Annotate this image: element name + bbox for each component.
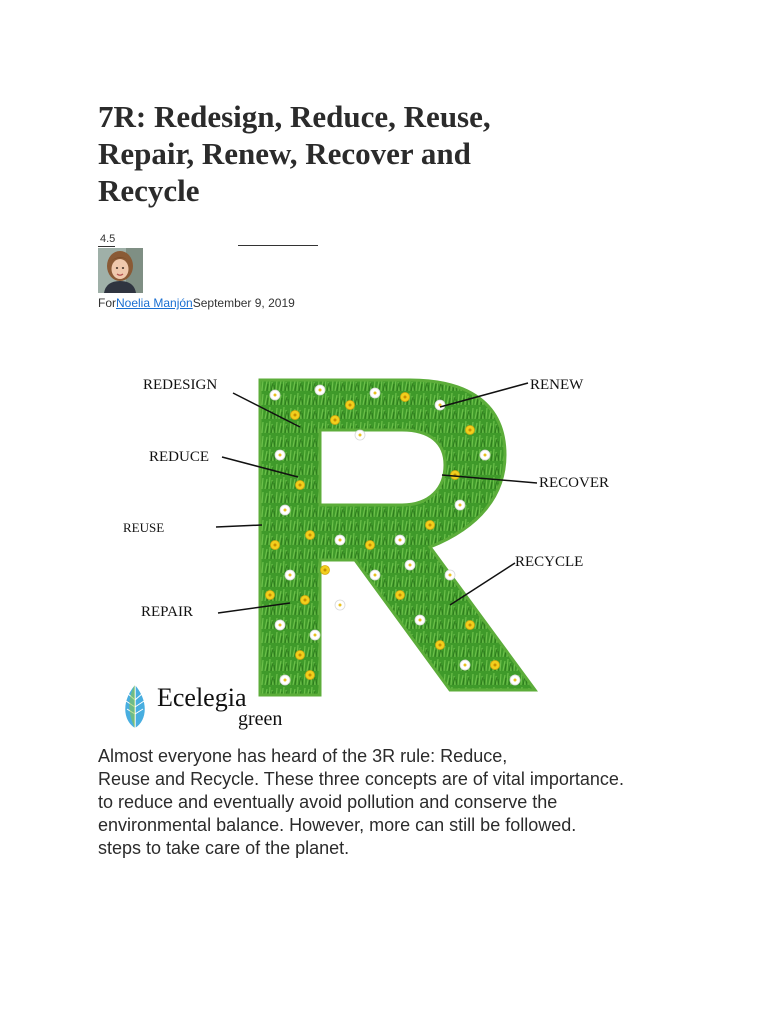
title-line: 7R: Redesign, Reduce, Reuse, [98, 99, 491, 134]
label-renew: RENEW [530, 377, 584, 393]
flower-center [269, 594, 272, 597]
flower-center [299, 484, 302, 487]
flower-center [274, 394, 277, 397]
flower-center [299, 654, 302, 657]
label-redesign: REDESIGN [143, 377, 218, 393]
body-line: environmental balance. However, more can still be followed. [98, 815, 577, 835]
label-repair: REPAIR [141, 604, 193, 620]
flower-center [459, 504, 462, 507]
flower-center [359, 434, 362, 437]
label-recycle: RECYCLE [515, 554, 584, 570]
grass-letter-r [110, 335, 650, 735]
label-recover: RECOVER [539, 475, 610, 491]
flower-center [469, 429, 472, 432]
logo-name: Ecelegia [157, 683, 247, 712]
flower-center [349, 404, 352, 407]
rating-bar [238, 245, 318, 246]
flower-center [514, 679, 517, 682]
flower-center [309, 534, 312, 537]
flower-center [494, 664, 497, 667]
seven-r-illustration [110, 335, 650, 735]
flower-center [339, 604, 342, 607]
flower-center [304, 599, 307, 602]
flower-center [289, 574, 292, 577]
flower-center [309, 674, 312, 677]
flower-center [374, 574, 377, 577]
flower-center [314, 634, 317, 637]
flower-center [294, 414, 297, 417]
flower-center [324, 569, 327, 572]
title-line: Repair, Renew, Recover and [98, 136, 471, 171]
flower-center [409, 564, 412, 567]
flower-center [419, 619, 422, 622]
flower-center [399, 594, 402, 597]
article-body [98, 745, 698, 860]
body-line: steps to take care of the planet. [98, 838, 350, 858]
flower-center [374, 392, 377, 395]
flower-center [404, 396, 407, 399]
author-link[interactable]: Noelia Manjón [116, 296, 193, 310]
flower-center [484, 454, 487, 457]
publish-date: September 9, 2019 [192, 296, 295, 310]
flower-center [369, 544, 372, 547]
flower-center [319, 389, 322, 392]
flower-center [279, 454, 282, 457]
body-line: Reuse and Recycle. These three concepts are of vital importance. [98, 769, 624, 789]
flower-center [464, 664, 467, 667]
byline [98, 296, 295, 310]
flower-center [429, 524, 432, 527]
flower-center [399, 539, 402, 542]
label-reuse: REUSE [123, 520, 165, 535]
rating-value[interactable]: 4.5 [100, 233, 116, 245]
label-reduce: REDUCE [149, 449, 209, 465]
flower-center [339, 539, 342, 542]
body-line: to reduce and eventually avoid pollution and conserve the [98, 792, 558, 812]
flower-center [439, 644, 442, 647]
flower-center [334, 419, 337, 422]
flower-center [284, 679, 287, 682]
body-line: Almost everyone has heard of the 3R rule: Reduce, [98, 746, 508, 766]
flower-center [284, 509, 287, 512]
article-title [98, 98, 518, 209]
flower-center [469, 624, 472, 627]
title-line: Recycle [98, 173, 200, 208]
author-avatar [98, 248, 143, 293]
flower-center [274, 544, 277, 547]
logo-tagline: green [238, 708, 283, 730]
leaf-logo-icon [125, 685, 145, 728]
avatar-image [98, 248, 143, 293]
flower-center [279, 624, 282, 627]
flower-center [449, 574, 452, 577]
byline-prefix: For [98, 296, 116, 310]
